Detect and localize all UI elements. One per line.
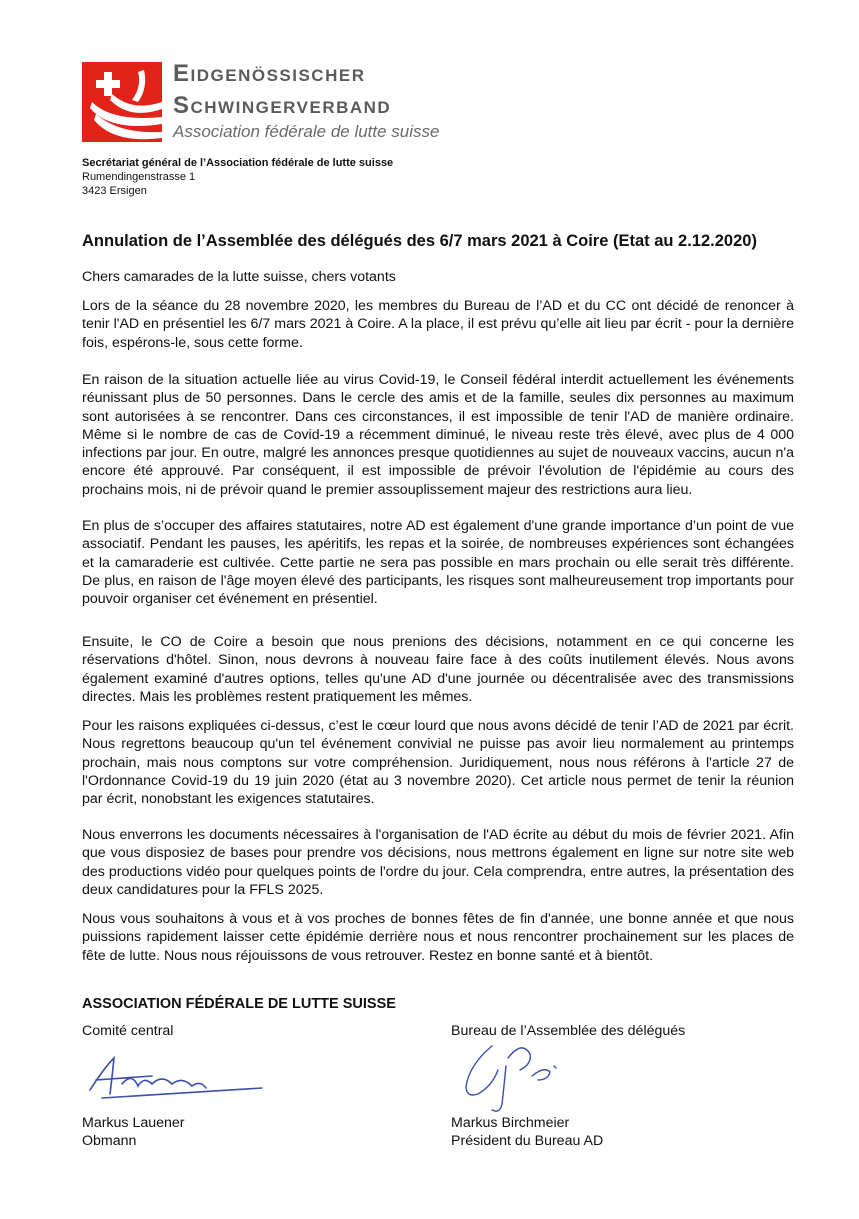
right-signatory — [451, 1114, 603, 1151]
paragraph: Ensuite, le CO de Coire a besoin que nous prenions des décisions, notamment en ce qui concerne les réservations d'hôtel. Sinon, nous devrons à nouveau faire face à des coûts inutilement élevés. Nous avons également examiné d'autres options, telles qu'une AD d'une journée ou décentralisée avec des transmissions directes. Mais les problèmes restent pratiquement les mêmes. — [82, 634, 794, 705]
document-title: Annulation de l’Assemblée des délégués des 6/7 mars 2021 à Coire (Etat au 2.12.2020) — [82, 232, 757, 250]
address-line-1: Secrétariat général de l’Association fédérale de lutte suisse — [82, 157, 394, 169]
salutation: Chers camarades de la lutte suisse, chers votants — [82, 269, 396, 285]
swiss-wrestling-federation-logo — [82, 62, 162, 142]
left-signatory-name: Markus Lauener — [82, 1115, 185, 1131]
address-line-2: Rumendingenstrasse 1 — [82, 171, 196, 183]
left-signatory — [82, 1114, 185, 1151]
sender-address — [82, 156, 393, 198]
paragraph: Lors de la séance du 28 novembre 2020, les membres du Bureau de l’AD et du CC ont décidé de renoncer à tenir l'AD en présentiel les 6/7 mars 2021 à Coire. A la place, il est prévu qu’elle ait lieu par écrit - pour la dernière fois, espérons-le, sous cette forme. — [82, 298, 794, 351]
right-signatory-name: Markus Birchmeier — [451, 1115, 570, 1131]
org-name-de-line2: Schwingerverband — [173, 92, 392, 119]
left-signatory-title: Obmann — [82, 1133, 137, 1150]
signature-organization: ASSOCIATION FÉDÉRALE DE LUTTE SUISSE — [82, 996, 396, 1012]
handwritten-signature-lauener — [82, 1050, 272, 1110]
paragraph: En plus de s’occuper des affaires statutaires, notre AD est également d'une grande importance d’un point de vue associatif. Pendant les pauses, les apéritifs, les repas et la soirée, de nombreuses expériences sont échangées et la camaraderie est cultivée. Cette partie ne sera pas possible en mars prochain ou elle serait très différente. De plus, en raison de l'âge moyen élevé des participants, les risques sont malheureusement trop importants pour pouvoir organiser cet événement en présentiel. — [82, 518, 794, 608]
address-line-3: 3423 Ersigen — [82, 185, 147, 197]
org-name-fr: Association fédérale de lutte suisse — [173, 122, 440, 141]
right-role-heading: Bureau de l’Assemblée des délégués — [451, 1023, 686, 1039]
paragraph: Nous enverrons les documents nécessaires à l'organisation de l'AD écrite au début du mois de février 2021. Afin que vous disposiez de bases pour prendre vos décisions, nous mettrons également en ligne sur notre site web des productions vidéo pour quelques points de l'ordre du jour. Cela comprendra, entre autres, la présentation des deux candidatures pour la FFLS 2025. — [82, 827, 794, 898]
paragraph: Pour les raisons expliquées ci-dessus, c’est le cœur lourd que nous avons décidé de tenir l’AD de 2021 par écrit. Nous regrettons beaucoup qu'un tel événement convivial ne puisse pas avoir lieu normalement au printemps prochain, mais nous comptons sur votre compréhension. Juridiquement, nous nous référons à l'article 27 de l'Ordonnance Covid-19 du 19 juin 2020 (état au 3 novembre 2020). Cet article nous permet de tenir la réunion par écrit, nonobstant les exigences statutaires. — [82, 718, 794, 808]
paragraph: Nous vous souhaitons à vous et à vos proches de bonnes fêtes de fin d'année, une bonne année et que nous puissions rapidement laisser cette épidémie derrière nous et nous rencontrer prochainement sur les places de fête de lutte. Nous nous réjouissons de vous retrouver. Restez en bonne santé et à bientôt. — [82, 911, 794, 964]
right-signatory-title: Président du Bureau AD — [451, 1133, 604, 1150]
paragraph: En raison de la situation actuelle liée au virus Covid-19, le Conseil fédéral interdit actuellement les événements réunissant plus de 50 personnes. Dans le cercle des amis et de la famille, seules dix personnes au maximum sont autorisées à se rencontrer. Dans ces circonstances, il est impossible de tenir l'AD de manière ordinaire. Même si le nombre de cas de Covid-19 a récemment diminué, le niveau reste très élevé, avec plus de 4 000 infections par jour. En outre, malgré les annonces presque quotidiennes au sujet de nouveaux vaccins, aucun n'a encore été approuvé. Par conséquent, il est impossible de prévoir l'évolution de l'épidémie au cours des prochains mois, ni de prévoir quand le premier assouplissement majeur des restrictions aura lieu. — [82, 372, 794, 498]
left-role-heading: Comité central — [82, 1023, 174, 1039]
org-name-de-line1: Eidgenössischer — [173, 60, 366, 87]
handwritten-signature-birchmeier — [452, 1036, 582, 1116]
